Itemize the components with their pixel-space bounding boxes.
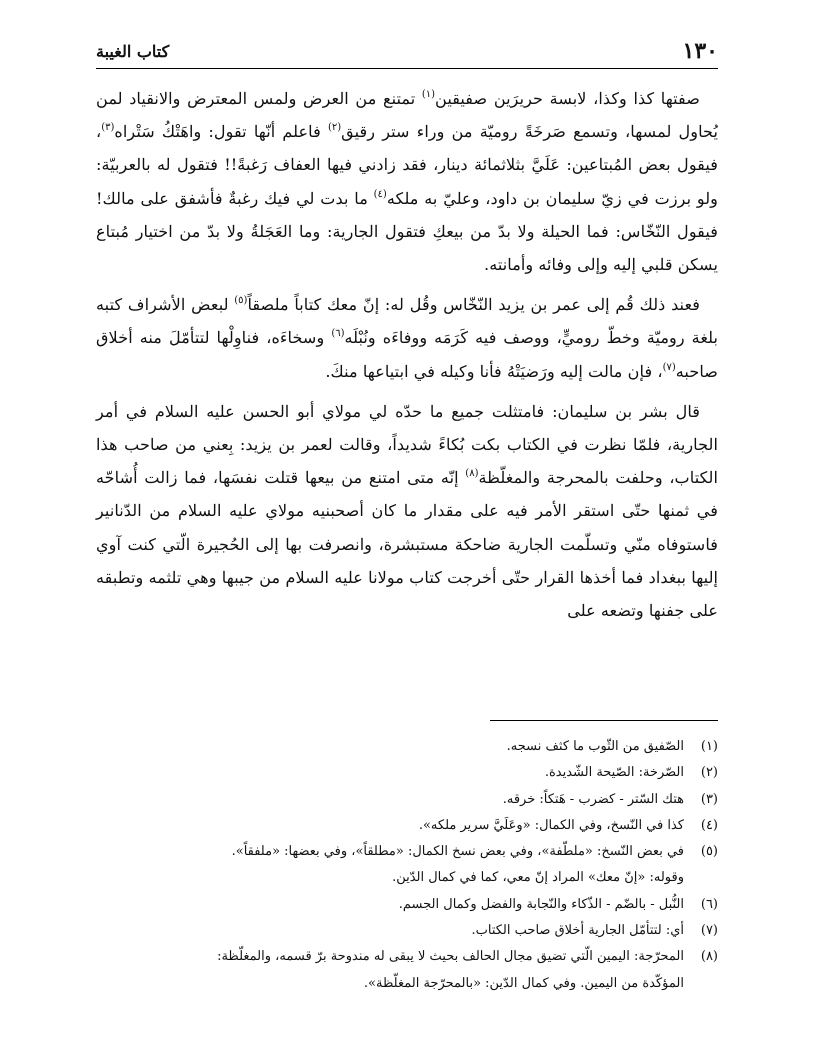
footnote-ref[interactable]: (٥): [234, 295, 248, 307]
footnote-ref[interactable]: (٢): [327, 122, 342, 134]
footnote: (٢) الصّرخة: الصّيحة الشّديدة.: [96, 760, 718, 786]
footnote-number: (٤): [700, 817, 718, 833]
book-title: كتاب الغيبة: [96, 42, 170, 61]
footnote-ref[interactable]: (٣): [101, 122, 115, 134]
footnote-divider: [490, 720, 718, 721]
footnote: (٥) في بعض النّسخ: «ملطّفة»، وفي بعض نسخ الكمال: «مطلقاً»، وفي بعضها: «ملفقاً». وقوله: «إنّ معك» المراد إنّ معي، كما في كمال الدّين.: [96, 839, 718, 892]
footnote-number: (٢): [700, 765, 718, 781]
page-number: ١٣٠: [682, 38, 718, 64]
footnote-number: (٨): [700, 949, 718, 965]
footnote-ref[interactable]: (٦): [331, 328, 345, 340]
footnote: (٧) أي: لتتأمّل الجارية أخلاق صاحب الكتاب.: [96, 918, 718, 944]
footnote-number: (١): [700, 739, 718, 754]
footnote: (٦) النُّبل - بالضّم - الذّكاء والنّجابة والفضل وكمال الجسم.: [96, 892, 718, 918]
footnote-ref[interactable]: (٤): [373, 188, 387, 200]
footnote-number: (٥): [700, 844, 718, 860]
footnote: (١) الصّفيق من الثّوب ما كثف نسجه.: [96, 734, 718, 760]
footnotes: [96, 734, 718, 997]
footnote: (٤) كذا في النّسخ، وفي الكمال: «وعَلَيَّ سرير ملكه».: [96, 813, 718, 839]
footnote: (٣) هتك السّتر - كضرب - هَتكاً: خرقه.: [96, 787, 718, 813]
footnote-number: (٧): [700, 923, 718, 939]
paragraph: قال بشر بن سليمان: فامتثلت جميع ما حدّه لي مولاي أبو الحسن عليه السلام في أمر الجارية، فلمّا نظرت في الكتاب بكت بُكاءً شديداً، وقالت لعمر بن يزيد: بِعني من صاحب هذا الكتاب، وحلفت بالمحرجة والمغلّظة$^{(٨)}$ إنّه متى امتنع من بيعها قتلت نفسَها، فما زالت أُشاحّه في ثمنها حتّى استقر الأمر فيه على مقدار ما كان أصحبنيه مولاي عليه السلام من الدّنانير فاستوفاه منّي وتسلّمت الجارية ضاحكة مستبشرة، وانصرفت بها إلى الحُجيرة الّتي كنت آوي إليها ببغداد فما أخذها القرار حتّى أخرجت كتاب مولانا عليه السلام من جيبها وهي تلثمه وتطبقه على جفنها وتضعه على: [96, 401, 718, 621]
footnote-ref[interactable]: (٨): [465, 468, 479, 480]
page-header: [96, 36, 718, 69]
paragraph: صفتها كذا وكذا، لابسة حريرَين صفيقين$^{(١)}$ تمتنع من العرض ولمس المعترض والانقياد لمن يُحاول لمسها، وتسمع صَرخَةً روميّة من وراء ستر رقيق$^{(٢)}$ فاعلم أنّها تقول: واهَتْكُ سَتْراه$^{(٣)}$، فيقول بعض المُبتاعين: عَلَيَّ بثلاثمائة دينار، فقد زادني فيها العفاف رَغبةً!! فتقول له بالعربيّة: ولو برزت في زيّ سليمان بن داود، وعليّ به ملكه$^{(٤)}$ ما بدت لي فيك رغبةٌ فأشفق على مالك! فيقول النّخّاس: فما الحيلة ولا بدّ من بيعكِ فتقول الجارية: وما العَجَلةُ ولا بدّ من اختيار مُبتاع يسكن قلبي إليه وإلى وفائه وأمانته.: [96, 89, 718, 275]
footnote: (٨) المحرّجة: اليمين الّتي تضيق مجال الحالف بحيث لا يبقى له مندوحة برّ قسمه، والمغلّظة: المؤكّدة من اليمين. وفي كمال الدّين: «بالمحرّجة المغلّظة».: [96, 944, 718, 997]
paragraph: فعند ذلك قُم إلى عمر بن يزيد النّخّاس وقُل له: إنّ معك كتاباً ملصقاً$^{(٥)}$ لبعض الأشراف كتبه بلغة روميّة وخطّ روميٍّ، ووصف فيه كَرَمَه ووفاءَه ونُبْلَه$^{(٦)}$ وسخاءَه، فناوِلْها لتتأمّلَ منه أخلاق صاحبه$^{(٧)}$، فإن مالت إليه ورَضيَتْهُ فأنا وكيله في ابتياعها منكَ.: [96, 295, 718, 381]
footnote-number: (٦): [700, 896, 718, 912]
footnote-ref[interactable]: (١): [421, 89, 436, 100]
footnote-ref[interactable]: (٧): [662, 361, 676, 373]
footnote-number: (٣): [700, 791, 718, 807]
main-text: [96, 82, 718, 627]
